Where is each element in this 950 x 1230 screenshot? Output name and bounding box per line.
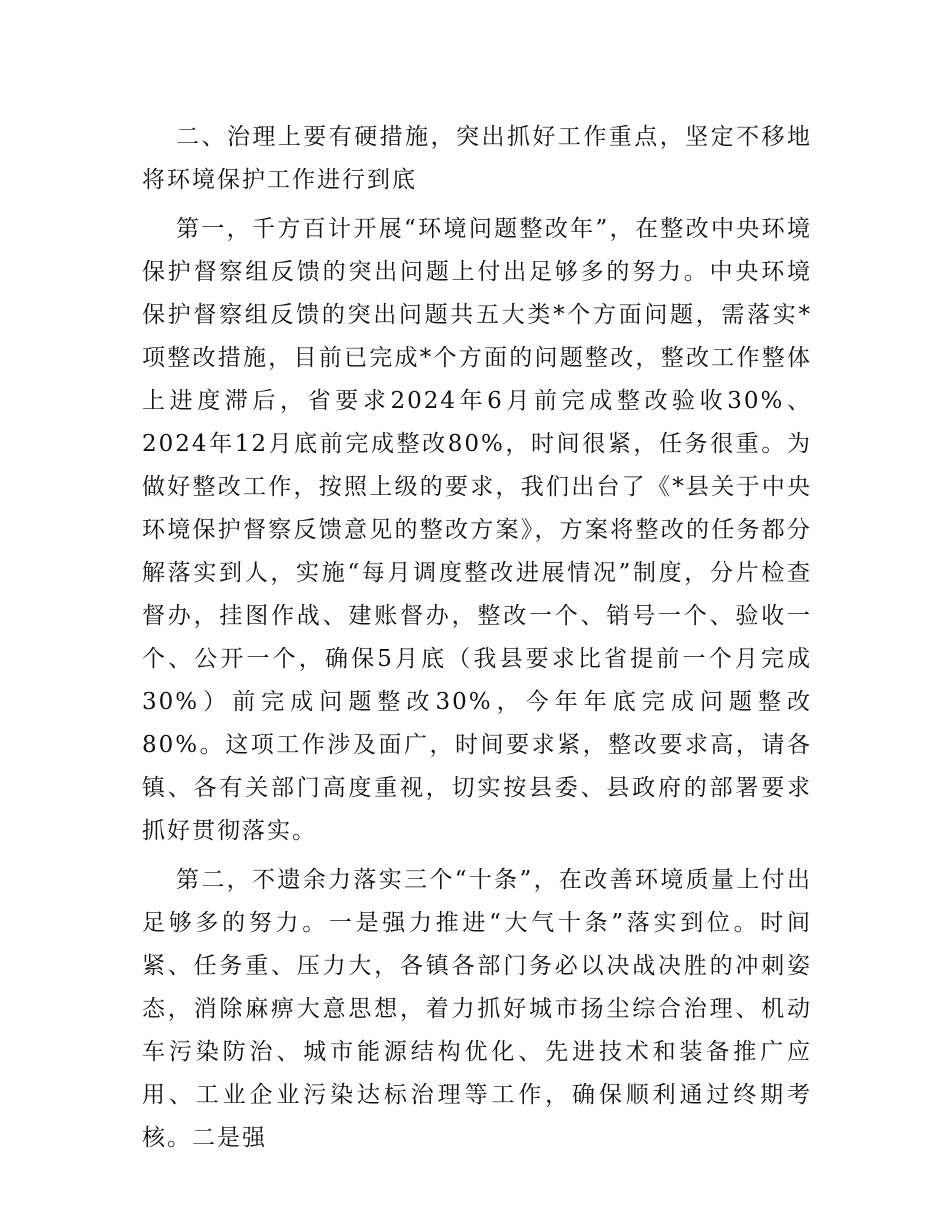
paragraph-second: 第二，不遗余力落实三个“十条”，在改善环境质量上付出足够多的努力。一是强力推进“大气十条”落实到位。时间紧、任务重、压力大，各镇各部门务必以决战决胜的冲刺姿态，消除麻痹大意思想，着力抓好城市扬尘综合治理、机动车污染防治、城市能源结构优化、先进技术和装备推广应用、工业企业污染达标治理等工作，确保顺利通过终期考核。二是强	[142, 867, 812, 1151]
document-body	[142, 116, 812, 1160]
section-heading: 二、治理上要有硬措施，突出抓好工作重点，坚定不移地将环境保护工作进行到底	[142, 124, 812, 193]
paragraph-first: 第一，千方百计开展“环境问题整改年”，在整改中央环境保护督察组反馈的突出问题上付出足够多的努力。中央环境保护督察组反馈的突出问题共五大类*个方面问题，需落实*项整改措施，目前已完成*个方面的问题整改，整改工作整体上进度滞后，省要求2024年6月前完成整改验收30%、2024年12月底前完成整改80%，时间很紧，任务很重。为做好整改工作，按照上级的要求，我们出台了《*县关于中央环境保护督察反馈意见的整改方案》，方案将整改的任务都分解落实到人，实施“每月调度整改进展情况”制度，分片检查督办，挂图作战、建账督办，整改一个、销号一个、验收一个、公开一个，确保5月底（我县要求比省提前一个月完成30%）前完成问题整改30%，今年年底完成问题整改80%。这项工作涉及面广，时间要求紧，整改要求高，请各镇、各有关部门高度重视，切实按县委、县政府的部署要求抓好贯彻落实。	[142, 216, 812, 844]
